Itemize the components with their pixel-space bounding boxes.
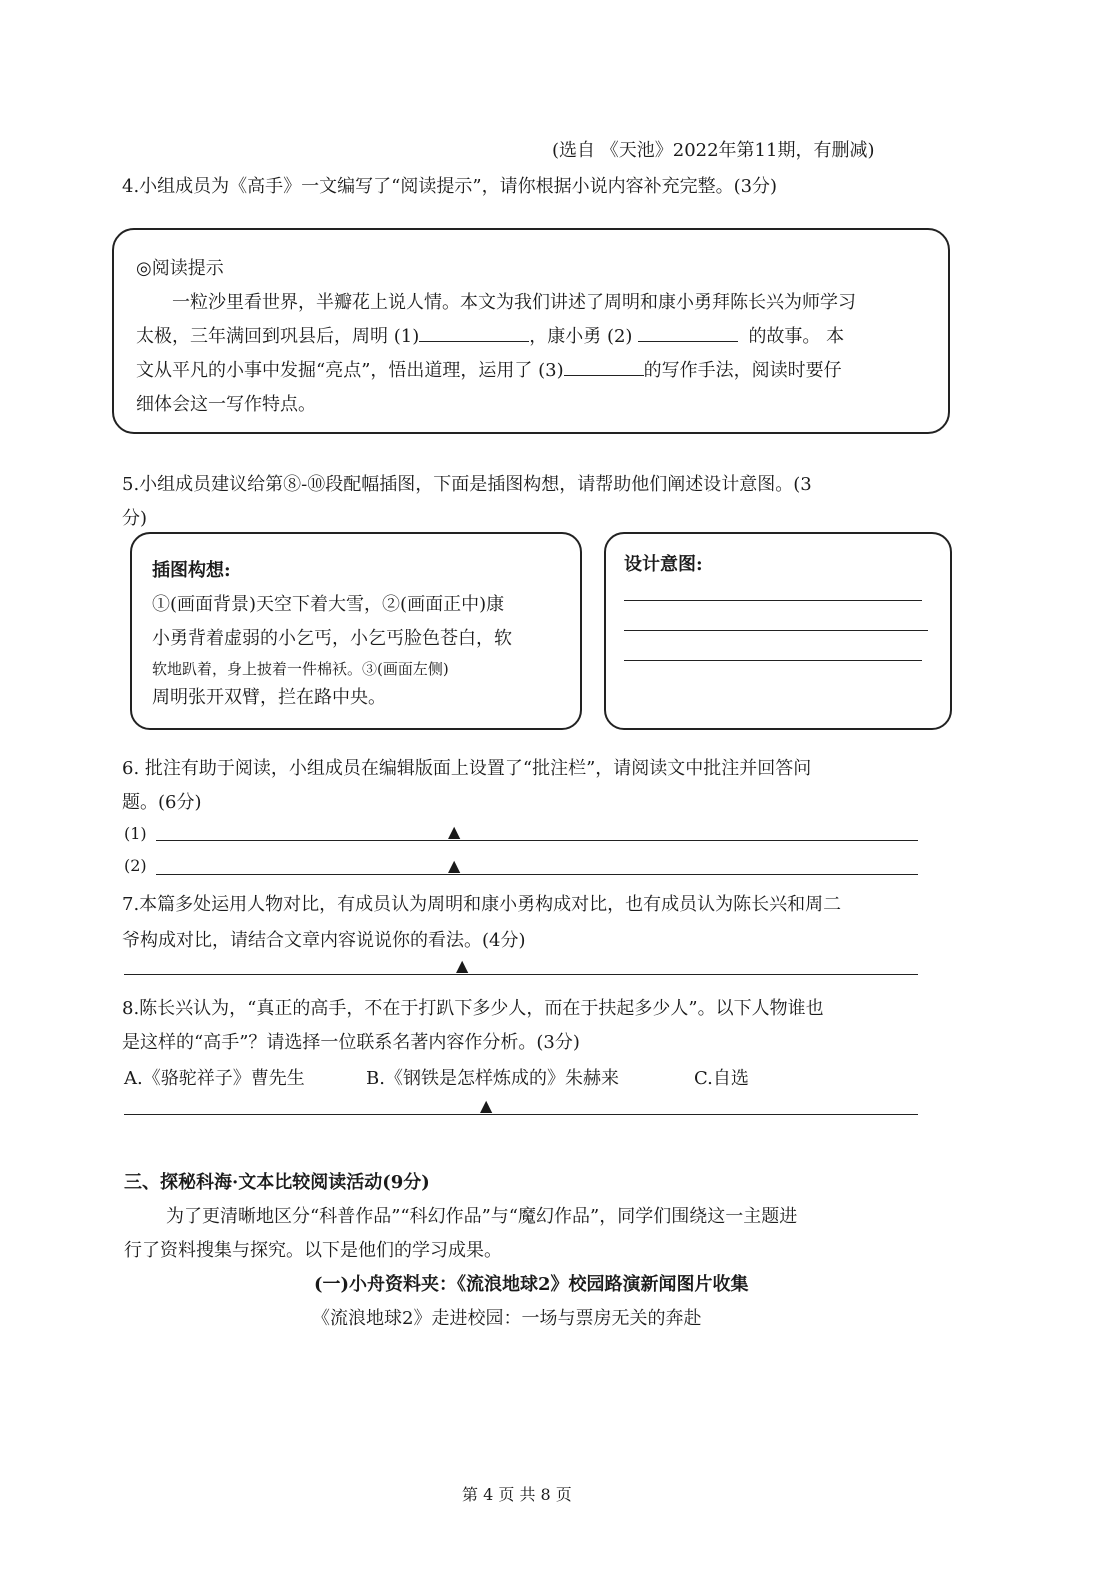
- question-4-stem: 4.小组成员为《高手》一文编写了“阅读提示”，请你根据小说内容补充完整。(3分): [122, 176, 778, 197]
- illustration-concept-line-4: 周明张开双臂，拦在路中央。: [152, 687, 386, 708]
- illustration-concept-line-3: 软地趴着，身上披着一件棉袄。③(画面左侧): [152, 660, 449, 678]
- question-7-stem-2: 爷构成对比，请结合文章内容说说你的看法。(4分): [122, 930, 526, 951]
- answer-7-triangle-icon: ▲: [456, 956, 469, 975]
- illustration-concept-line-2: 小勇背着虚弱的小乞丐，小乞丐脸色苍白，软: [152, 628, 512, 649]
- design-intent-answer-line-1[interactable]: [624, 600, 922, 601]
- source-note: (选自 《天池》2022年第11期，有删减): [552, 140, 875, 161]
- reading-tip-title: ◎阅读提示: [136, 258, 224, 279]
- answer-6-2-label: (2): [124, 856, 147, 875]
- reading-tip-line-2-c: 的故事。 本: [748, 326, 845, 347]
- answer-blank-3[interactable]: [564, 357, 644, 376]
- news-title: 《流浪地球2》走进校园：一场与票房无关的奔赴: [312, 1308, 702, 1329]
- reading-tip-line-3-b: 的写作手法，阅读时要仔: [643, 360, 842, 381]
- illustration-concept-line-1: ①(画面背景)天空下着大雪，②(画面正中)康: [152, 594, 505, 615]
- question-8-stem-2: 是这样的“高手”？请选择一位联系名著内容作分析。(3分): [122, 1032, 580, 1053]
- option-c: C.自选: [694, 1068, 749, 1089]
- section-3-heading: 三、探秘科海·文本比较阅读活动(9分): [124, 1172, 430, 1193]
- design-intent-answer-line-3[interactable]: [624, 660, 922, 661]
- answer-7-line[interactable]: [124, 974, 918, 975]
- answer-6-1-triangle-icon: ▲: [448, 822, 461, 841]
- question-6-stem-1: 6. 批注有助于阅读，小组成员在编辑版面上设置了“批注栏”，请阅读文中批注并回答问: [122, 758, 812, 779]
- design-intent-title: 设计意图:: [624, 554, 703, 575]
- option-b: B.《钢铁是怎样炼成的》朱赫来: [366, 1068, 619, 1089]
- question-5-stem-1: 5.小组成员建议给第⑧-⑩段配幅插图，下面是插图构想，请帮助他们阐述设计意图。(3: [122, 474, 812, 495]
- reading-tip-line-1: 一粒沙里看世界，半瓣花上说人情。本文为我们讲述了周明和康小勇拜陈长兴为师学习: [172, 292, 856, 313]
- question-6-stem-2: 题。(6分): [122, 792, 202, 813]
- answer-6-1-line[interactable]: [156, 840, 918, 841]
- answer-8-triangle-icon: ▲: [480, 1096, 493, 1115]
- question-5-stem-2: 分): [122, 508, 148, 529]
- answer-6-2-line[interactable]: [156, 874, 918, 875]
- reading-tip-line-2-b: ，康小勇 (2): [529, 326, 633, 347]
- answer-6-2-triangle-icon: ▲: [448, 856, 461, 875]
- reading-tip-line-4: 细体会这一写作特点。: [136, 394, 316, 415]
- section-3-sub-heading: (一)小舟资料夹：《流浪地球2》校园路演新闻图片收集: [314, 1274, 749, 1295]
- answer-8-line[interactable]: [124, 1114, 918, 1115]
- reading-tip-line-3: [136, 356, 842, 382]
- design-intent-answer-line-2[interactable]: [624, 630, 928, 631]
- reading-tip-line-3-a: 文从平凡的小事中发掘“亮点”，悟出道理，运用了 (3): [136, 360, 564, 381]
- illustration-concept-title: 插图构想:: [152, 560, 231, 581]
- reading-tip-line-2-a: 太极，三年满回到巩县后，周明 (1): [136, 326, 420, 347]
- question-8-stem-1: 8.陈长兴认为，“真正的高手，不在于打趴下多少人，而在于扶起多少人”。以下人物谁也: [122, 998, 824, 1019]
- section-3-para-line-1: 为了更清晰地区分“科普作品”“科幻作品”与“魔幻作品”，同学们围绕这一主题进: [166, 1206, 798, 1227]
- question-7-stem-1: 7.本篇多处运用人物对比，有成员认为周明和康小勇构成对比，也有成员认为陈长兴和周二: [122, 894, 842, 915]
- reading-tip-line-2: [136, 322, 844, 348]
- page-footer: 第 4 页 共 8 页: [462, 1485, 572, 1504]
- answer-blank-1[interactable]: [419, 323, 529, 342]
- answer-6-1-label: (1): [124, 824, 147, 843]
- option-a: A.《骆驼祥子》曹先生: [124, 1068, 305, 1089]
- answer-blank-2[interactable]: [638, 323, 738, 342]
- section-3-para-line-2: 行了资料搜集与探究。以下是他们的学习成果。: [124, 1240, 502, 1261]
